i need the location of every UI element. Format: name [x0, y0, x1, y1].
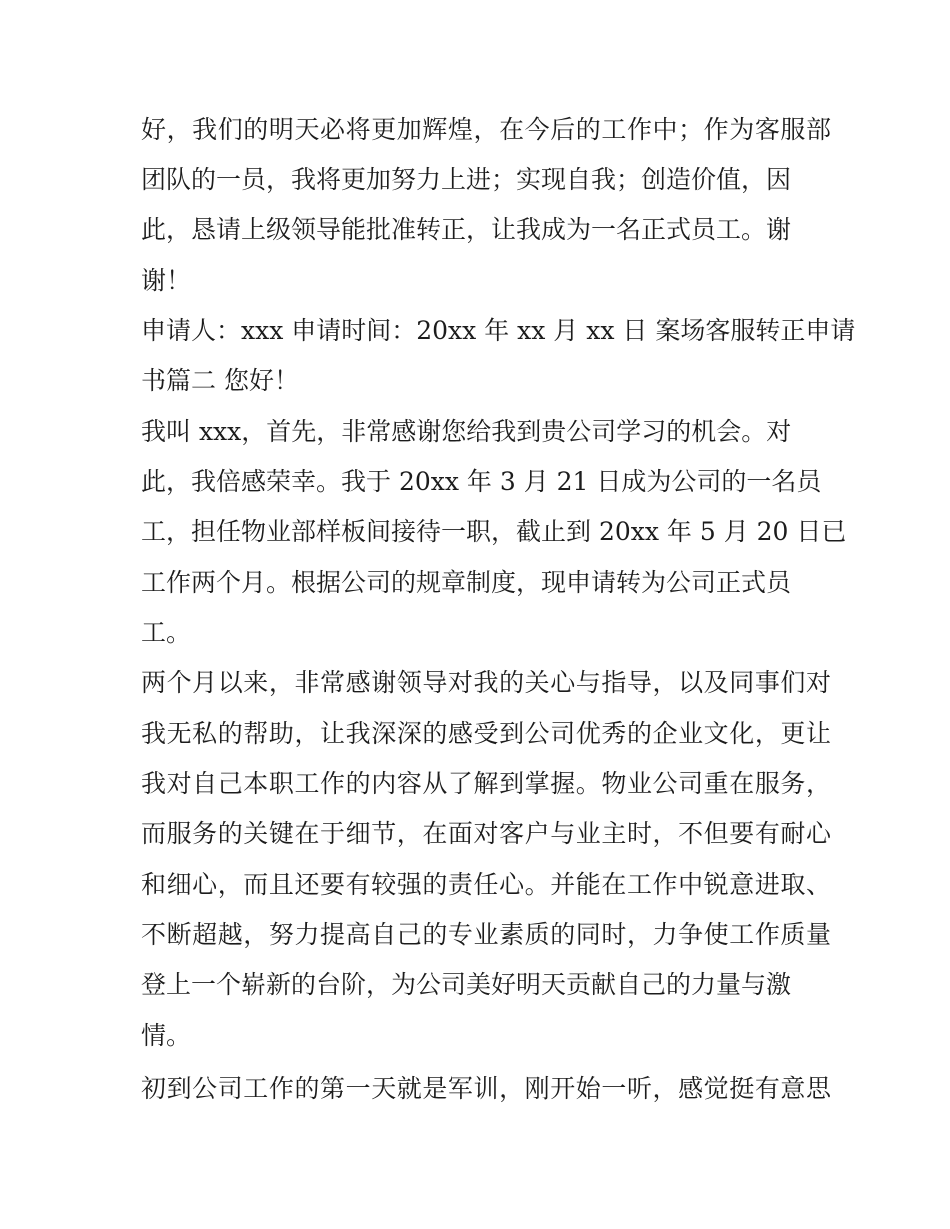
text-line: 好，我们的明天必将更加辉煌，在今后的工作中；作为客服部 [141, 115, 831, 144]
text-line: 工作两个月。根据公司的规章制度，现申请转为公司正式员 [141, 568, 792, 597]
text-line: 工，担任物业部样板间接待一职，截止到 20xx 年 5 月 20 日已 [141, 517, 847, 546]
text-line: 而服务的关键在于细节，在面对客户与业主时，不但要有耐心 [141, 819, 831, 848]
text-line: 团队的一员，我将更加努力上进；实现自我；创造价值，因 [141, 165, 792, 194]
text-line: 和细心，而且还要有较强的责任心。并能在工作中锐意进取、 [141, 870, 831, 899]
text-line: 我叫 xxx，首先，非常感谢您给我到贵公司学习的机会。对 [141, 417, 792, 446]
text-line: 情。 [141, 1021, 192, 1050]
text-line: 登上一个崭新的台阶，为公司美好明天贡献自己的力量与激 [141, 970, 792, 999]
text-line: 工。 [141, 618, 192, 647]
text-line: 此，恳请上级领导能批准转正，让我成为一名正式员工。谢 [141, 215, 792, 244]
text-line: 我对自己本职工作的内容从了解到掌握。物业公司重在服务， [141, 769, 831, 798]
text-line: 书篇二 您好！ [141, 366, 299, 395]
text-line: 初到公司工作的第一天就是军训，刚开始一听，感觉挺有意思 [141, 1074, 831, 1103]
text-line: 两个月以来，非常感谢领导对我的关心与指导，以及同事们对 [141, 668, 831, 697]
text-line: 不断超越，努力提高自己的专业素质的同时，力争使工作质量 [141, 920, 831, 949]
text-line: 此，我倍感荣幸。我于 20xx 年 3 月 21 日成为公司的一名员 [141, 467, 822, 496]
text-line: 我无私的帮助，让我深深的感受到公司优秀的企业文化，更让 [141, 719, 831, 748]
text-line: 谢！ [141, 266, 192, 295]
text-line: 申请人：xxx 申请时间：20xx 年 xx 月 xx 日 案场客服转正申请 [141, 316, 856, 345]
